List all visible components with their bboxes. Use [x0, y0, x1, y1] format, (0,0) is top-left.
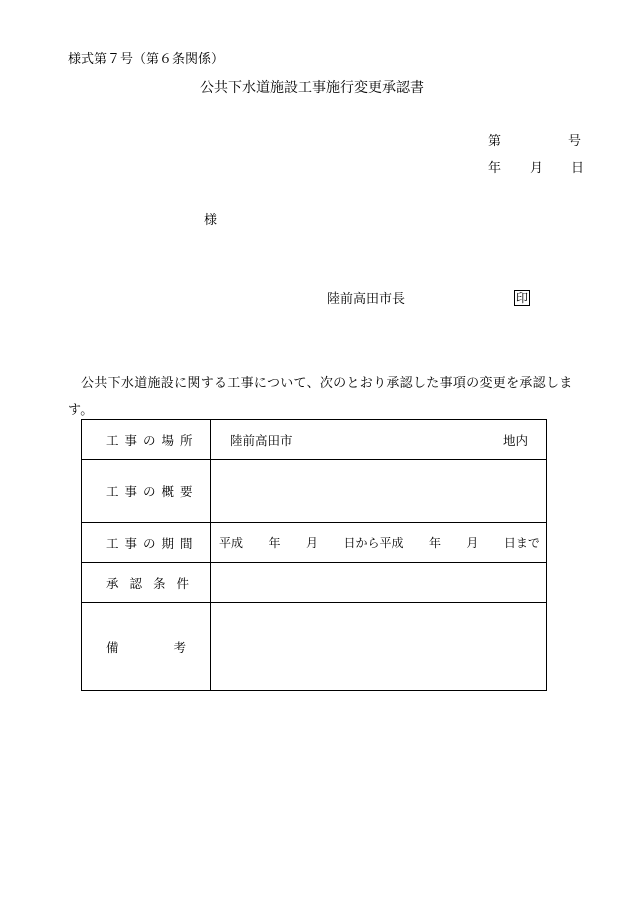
label-remarks-right: 考 [173, 639, 186, 655]
label-overview [82, 460, 211, 523]
period-day-until: 日まで [503, 536, 540, 550]
period-year-end: 年 [428, 536, 441, 550]
table-row-remarks [82, 603, 547, 691]
label-period-text: 工事の期間 [106, 535, 199, 551]
value-period [211, 523, 547, 563]
addressee-honorific: 様 [204, 213, 218, 228]
period-month-start: 月 [305, 536, 318, 550]
label-overview-text: 工事の概要 [106, 484, 199, 499]
table-row-conditions [82, 563, 547, 603]
document-number-prefix: 第 [488, 134, 502, 149]
period-month-end: 月 [466, 536, 479, 550]
table-row-overview [82, 460, 547, 523]
table-row-period [82, 523, 547, 563]
date-year-label: 年 [488, 161, 502, 176]
label-conditions-text: 承認条件 [106, 575, 201, 591]
value-location [211, 420, 547, 460]
label-period [82, 523, 211, 563]
label-location [82, 420, 211, 460]
document-title: 公共下水道施設工事施行変更承認書 [200, 80, 424, 96]
label-remarks-left: 備 [106, 639, 119, 655]
location-city: 陸前高田市 [230, 432, 293, 448]
location-suffix: 地内 [502, 432, 528, 448]
value-remarks [211, 603, 547, 691]
period-era-start: 平成 [219, 536, 244, 550]
date-month-label: 月 [530, 161, 544, 176]
period-day-from-era: 日から平成 [343, 536, 404, 550]
value-conditions [211, 563, 547, 603]
label-location-text: 工事の場所 [106, 432, 199, 448]
details-table [81, 419, 547, 691]
label-conditions [82, 563, 211, 603]
label-remarks [82, 603, 211, 691]
period-year-start: 年 [268, 536, 281, 550]
seal-stamp: 印 [516, 291, 529, 305]
table-row-location [82, 420, 547, 460]
issuer-name: 陸前高田市長 [327, 292, 406, 307]
document-number-suffix: 号 [568, 134, 582, 149]
body-text: 公共下水道施設に関する工事について、次のとおり承認した事項の変更を承認します。 [68, 376, 573, 418]
value-overview [211, 460, 547, 523]
date-day-label: 日 [571, 161, 585, 176]
form-number: 様式第７号（第６条関係） [68, 52, 225, 67]
